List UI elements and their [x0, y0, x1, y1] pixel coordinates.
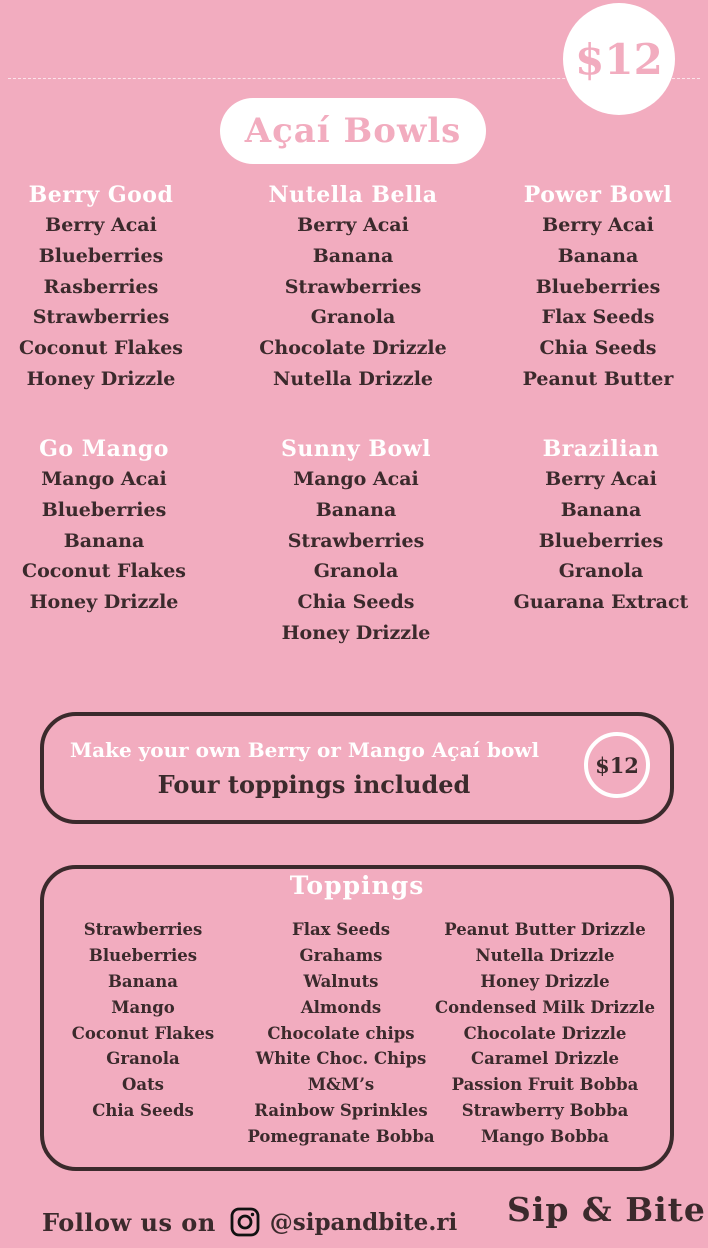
toppings-column-1: [43, 917, 243, 1124]
topping-item: Strawberry Bobba: [461, 1101, 629, 1121]
topping-item: Pomegranate Bobba: [247, 1127, 435, 1147]
topping-item: Condensed Milk Drizzle: [435, 997, 655, 1017]
footer: [42, 1198, 457, 1246]
bowl-berry-good: [1, 182, 201, 395]
bowl-name: Go Mango: [39, 436, 169, 462]
bowl-power-bowl: [498, 182, 698, 395]
toppings-title: Toppings: [289, 871, 425, 900]
bowl-ingredient: Honey Drizzle: [29, 591, 179, 614]
bowl-ingredient: Chia Seeds: [539, 337, 657, 360]
custom-bowl-subtext: Four toppings included: [157, 770, 471, 799]
topping-item: Almonds: [300, 997, 382, 1017]
bowl-ingredient: Berry Acai: [545, 468, 657, 490]
bowl-name: Nutella Bella: [268, 182, 438, 208]
bowl-ingredient: Flax Seeds: [541, 306, 655, 329]
bowl-ingredient: Banana: [312, 244, 394, 267]
topping-item: Caramel Drizzle: [471, 1049, 619, 1069]
bowl-ingredient: Granola: [313, 560, 399, 583]
bowl-ingredient: Banana: [560, 498, 642, 521]
topping-item: Nutella Drizzle: [475, 945, 615, 965]
instagram-icon[interactable]: [230, 1207, 260, 1237]
topping-item: Chocolate Drizzle: [463, 1023, 627, 1043]
bowl-nutella-bella: [253, 182, 453, 395]
bowl-ingredient: Rasberries: [43, 275, 159, 298]
topping-item: Grahams: [299, 945, 383, 965]
brand-logo: Sip & Bite: [507, 1190, 706, 1229]
bowl-ingredient: Blueberries: [41, 498, 167, 521]
topping-item: M&M’s: [307, 1075, 375, 1095]
topping-item: Chocolate chips: [267, 1023, 415, 1043]
bowl-name: Brazilian: [542, 436, 660, 462]
bowl-ingredient: Chia Seeds: [297, 591, 415, 614]
bowl-go-mango: [4, 436, 204, 618]
bowl-ingredient: Guarana Extract: [513, 591, 689, 614]
bowl-name: Sunny Bowl: [281, 436, 431, 462]
bowl-sunny-bowl: [256, 436, 456, 649]
page-title: Açaí Bowls: [220, 98, 486, 164]
topping-item: Passion Fruit Bobba: [451, 1075, 639, 1095]
topping-item: Honey Drizzle: [480, 971, 610, 991]
bowl-ingredient: Coconut Flakes: [18, 337, 184, 360]
bowl-ingredient: Honey Drizzle: [26, 367, 176, 390]
topping-item: Strawberries: [83, 920, 203, 939]
custom-bowl-heading: Make your own Berry or Mango Açaí bowl: [70, 738, 540, 762]
topping-item: White Choc. Chips: [255, 1049, 427, 1069]
topping-item: Rainbow Sprinkles: [254, 1101, 428, 1121]
bowl-ingredient: Peanut Butter: [522, 367, 674, 390]
instagram-handle[interactable]: @sipandbite.ri: [269, 1208, 458, 1236]
bowl-ingredient: Blueberries: [538, 529, 664, 552]
bowl-ingredient: Chocolate Drizzle: [259, 337, 447, 360]
toppings-box: [40, 865, 674, 1171]
toppings-column-3: [425, 917, 665, 1150]
bowl-ingredient: Mango Acai: [41, 468, 167, 490]
topping-item: Granola: [106, 1049, 180, 1069]
topping-item: Banana: [107, 971, 178, 991]
bowl-brazilian: [501, 436, 701, 618]
bowl-ingredient: Nutella Drizzle: [273, 367, 433, 390]
bowl-name: Power Bowl: [523, 182, 673, 208]
bowl-ingredient: Coconut Flakes: [21, 560, 187, 583]
topping-item: Mango: [111, 997, 175, 1017]
bowl-ingredient: Banana: [315, 498, 397, 521]
topping-item: Mango Bobba: [481, 1127, 609, 1147]
price-badge: $12: [563, 3, 675, 115]
bowl-ingredient: Blueberries: [38, 244, 164, 267]
bowl-ingredient: Berry Acai: [45, 214, 157, 236]
topping-item: Walnuts: [303, 971, 379, 991]
toppings-column-2: [241, 917, 441, 1150]
bowl-ingredient: Banana: [557, 244, 639, 267]
bowl-ingredient: Strawberries: [32, 306, 170, 329]
topping-item: Coconut Flakes: [71, 1023, 215, 1043]
bowl-ingredient: Honey Drizzle: [281, 621, 431, 644]
topping-item: Oats: [122, 1075, 164, 1095]
topping-item: Chia Seeds: [92, 1101, 194, 1121]
custom-bowl-price-badge: $12: [584, 732, 650, 798]
follow-label: Follow us on: [42, 1207, 216, 1237]
bowl-ingredient: Granola: [310, 306, 396, 329]
bowl-ingredient: Berry Acai: [297, 214, 409, 236]
bowl-ingredient: Strawberries: [287, 529, 425, 552]
bowl-ingredient: Strawberries: [284, 275, 422, 298]
bowl-ingredient: Mango Acai: [293, 468, 419, 490]
bowl-ingredient: Blueberries: [535, 275, 661, 298]
topping-item: Flax Seeds: [292, 920, 390, 939]
topping-item: Peanut Butter Drizzle: [444, 920, 646, 939]
bowl-name: Berry Good: [28, 182, 174, 208]
custom-bowl-box: [40, 712, 674, 824]
topping-item: Blueberries: [88, 945, 198, 965]
bowl-ingredient: Banana: [63, 529, 145, 552]
bowl-ingredient: Granola: [558, 560, 644, 583]
bowl-ingredient: Berry Acai: [542, 214, 654, 236]
